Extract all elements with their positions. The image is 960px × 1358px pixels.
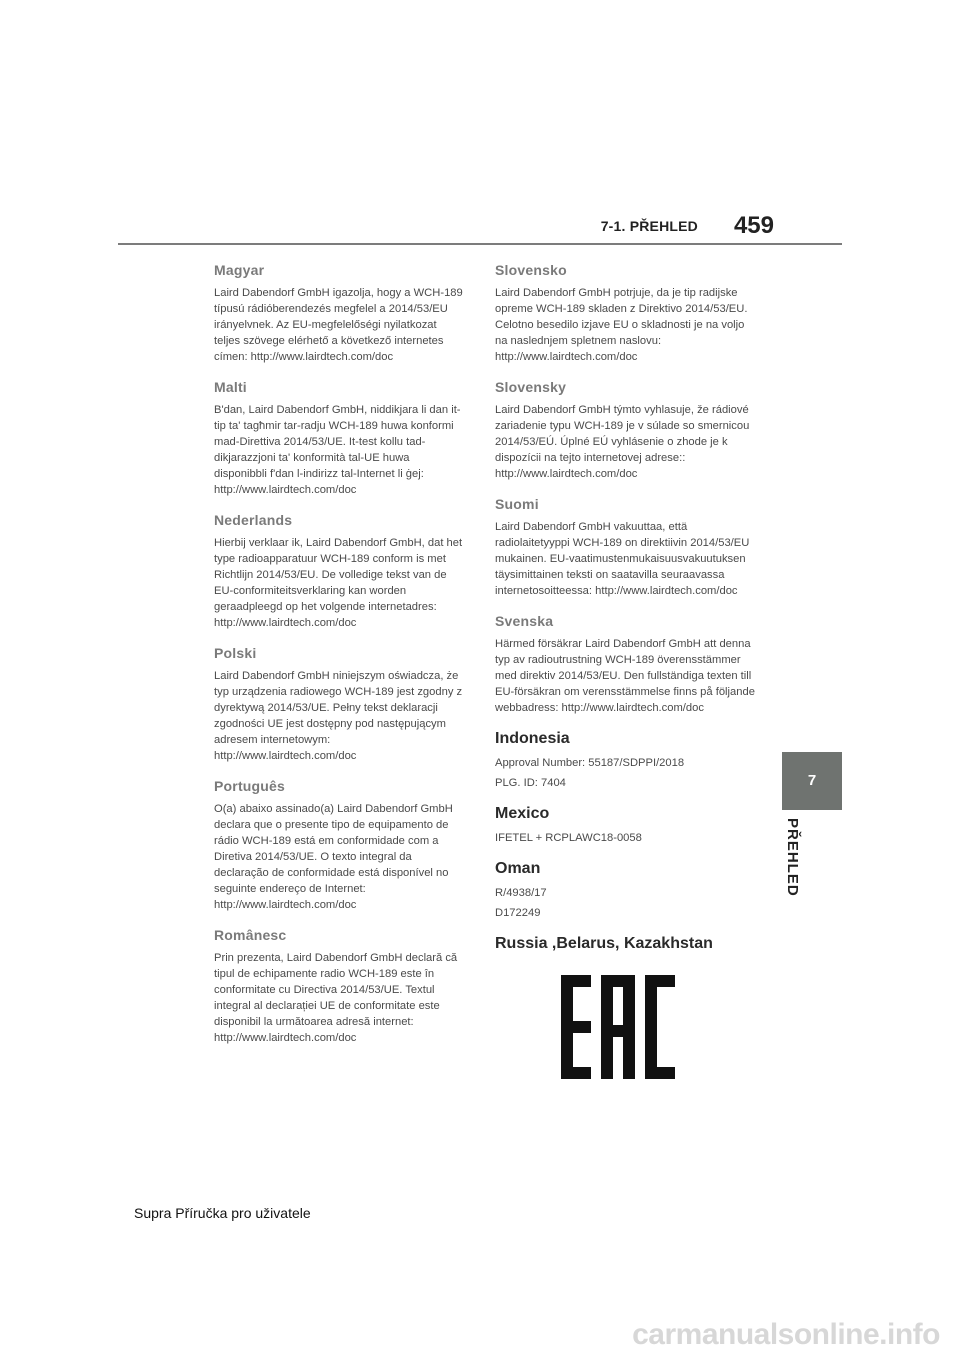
header-divider [118,243,842,245]
chapter-number: 7 [807,772,817,789]
section-text: Laird Dabendorf GmbH týmto vyhlasuje, že rádiové zariadenie typu WCH-189 je v súlade so smernicou 2014/53/EÚ. Úplné EÚ vyhlásenie o zhode je k dispozícii na tejto internetovej adrese:: http://www.lairdtech.com/doc [495,404,750,480]
section-heading: Malti [214,379,247,395]
chapter-tab [782,752,842,810]
section-svenska [495,613,757,716]
country-heading: Russia ,Belarus, Kazakhstan [495,935,713,952]
section-text: Hierbij verklaar ik, Laird Dabendorf GmbH, dat het type radioapparatuur WCH-189 conform is met Richtlijn 2014/53/EU. De volledige tekst van de EU-conformiteitsverklaring kan worden geraadpleegd op het volgende internetadres: http://www.lairdtech.com/doc [214,537,463,629]
section-text: B'dan, Laird Dabendorf GmbH, niddikjara li dan it-tip ta' tagħmir tar-radju WCH-189 huwa konformi mad-Direttiva 2014/53/UE. It-test kollu tad-dikjarazzjoni ta' konformità tal-UE huwa disponibbli f'dan l-indirizz tal-Internet li ġej: http://www.lairdtech.com/doc [214,404,461,496]
left-column [214,262,464,1060]
section-text: Laird Dabendorf GmbH potrjuje, da je tip radijske opreme WCH-189 skladen z Direktivo 2014/53/EU. Celotno besedilo izjave EU o skladnosti je na voljo na naslednjem spletnem naslovu: http://www.lairdtech.com/doc [495,287,748,363]
section-polski [214,645,464,764]
eac-mark-icon [561,975,675,1079]
section-heading: Svenska [495,613,554,629]
section-nederlands [214,512,464,631]
page-number: 459 [733,212,774,239]
chapter-side-label: PŘEHLED [784,818,801,897]
right-column [495,262,757,1093]
section-heading: Nederlands [214,512,293,528]
country-heading: Oman [495,860,541,877]
section-heading: Suomi [495,496,539,512]
section-slovensko [495,262,757,365]
oman-dealer-number: D172249 [495,907,541,919]
section-title: 7-1. PŘEHLED [600,218,698,234]
approval-number: Approval Number: 55187/SDPPI/2018 [495,757,685,769]
section-slovensky [495,379,757,482]
section-oman [495,860,757,921]
section-russia-belarus-kazakhstan [495,935,757,1079]
section-text: O(a) abaixo assinado(a) Laird Dabendorf GmbH declara que o presente tipo de equipamento de rádio WCH-189 está em conformidade com a Diretiva 2014/53/UE. O texto integral da declaração de conformidade está disponível no seguinte endereço de Internet: http://www.lairdtech.com/doc [214,803,453,911]
section-portugues [214,778,464,913]
site-watermark: carmanualsonline.info [632,1318,940,1351]
section-malti [214,379,464,498]
section-romanesc [214,927,464,1046]
section-heading: Slovensko [495,262,567,278]
plg-id: PLG. ID: 7404 [495,777,566,789]
section-text: Laird Dabendorf GmbH vakuuttaa, että radiolaitetyyppi WCH-189 on direktiivin 2014/53/EU mukainen. EU-vaatimustenmukaisuusvakuutuksen täysimittainen teksti on saatavilla seuraavassa internetosoitteessa: http://www.lairdtech.com/doc [495,521,750,597]
section-text: Prin prezenta, Laird Dabendorf GmbH declară că tipul de echipamente radio WCH-189 este în conformitate cu Directiva 2014/53/UE. Textul integral al declarației UE de conformitate este disponibil la următoarea adresă internet: http://www.lairdtech.com/doc [214,952,458,1044]
section-text: Laird Dabendorf GmbH igazolja, hogy a WCH-189 típusú rádióberendezés megfelel a 2014/53/EU irányelvnek. Az EU-megfelelőségi nyilatkozat teljes szövege elérhető a következő internetes címen: http://www.lairdtech.com/doc [214,287,463,363]
ifetel-number: IFETEL + RCPLAWC18-0058 [495,832,642,844]
section-heading: Polski [214,645,257,661]
section-heading: Românesc [214,927,287,943]
section-suomi [495,496,757,599]
section-mexico [495,805,757,846]
section-magyar [214,262,464,365]
manual-footer: Supra Příručka pro uživatele [134,1205,311,1221]
section-heading: Slovensky [495,379,567,395]
section-heading: Português [214,778,286,794]
country-heading: Indonesia [495,730,570,747]
oman-registration: R/4938/17 [495,887,547,899]
section-text: Laird Dabendorf GmbH niniejszym oświadcza, że typ urządzenia radiowego WCH-189 jest zgodny z dyrektywą 2014/53/UE. Pełny tekst deklaracji zgodności UE jest dostępny pod następującym adresem internetowym: http://www.lairdtech.com/doc [214,670,463,762]
section-text: Härmed försäkrar Laird Dabendorf GmbH att denna typ av radioutrustning WCH-189 överensstämmer med direktiv 2014/53/EU. Den fullständiga texten till EU-försäkran om verensstämmelse finns på följande webbadress: http://www.lairdtech.com/doc [495,638,755,714]
section-heading: Magyar [214,262,265,278]
section-indonesia [495,730,757,791]
country-heading: Mexico [495,805,550,822]
